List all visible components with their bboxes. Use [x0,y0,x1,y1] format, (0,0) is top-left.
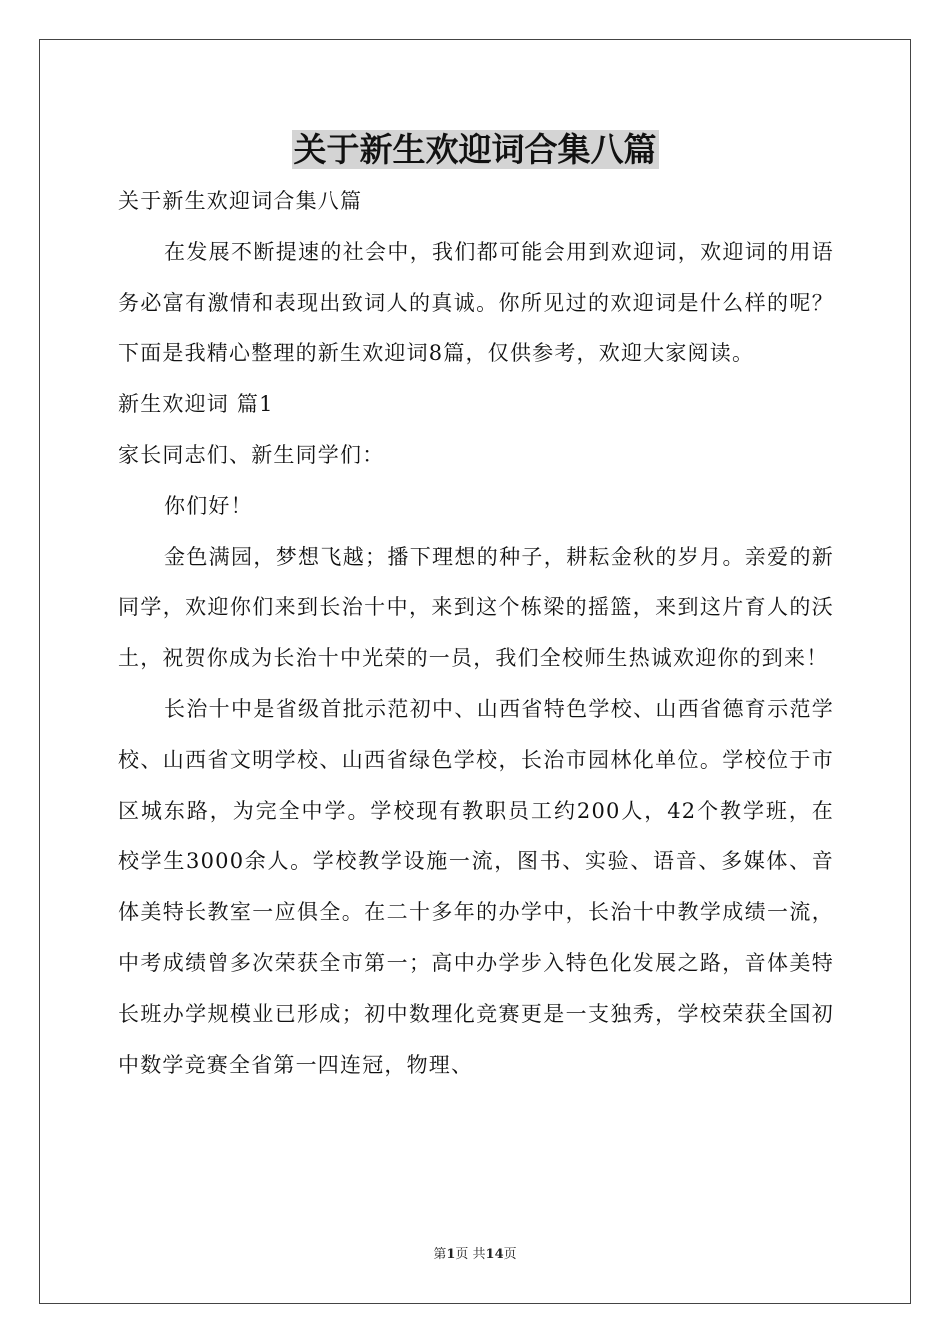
document-title [0,128,950,172]
footer-page-total: 14 [485,1247,504,1262]
document-body [118,176,834,1090]
paragraph-subtitle: 关于新生欢迎词合集八篇 [118,189,363,213]
paragraph-welcome: 金色满园，梦想飞越；播下理想的种子，耕耘金秋的岁月。亲爱的新同学，欢迎你们来到长治十中，来到这个栋梁的摇篮，来到这片育人的沃土，祝贺你成为长治十中光荣的一员，我们全校师生热诚欢迎你的到来！ [118,544,834,671]
paragraph-greeting: 你们好！ [164,493,253,518]
paragraph-intro: 在发展不断提速的社会中，我们都可能会用到欢迎词，欢迎词的用语务必富有激情和表现出致词人的真诚。你所见过的欢迎词是什么样的呢？下面是我精心整理的新生欢迎词8篇，仅供参考，欢迎大家阅读。 [118,239,834,366]
page-footer [0,1246,950,1264]
footer-prefix: 第 [433,1247,447,1262]
footer-suffix: 页 [503,1247,517,1262]
paragraph-school-intro: 长治十中是省级首批示范初中、山西省特色学校、山西省德育示范学校、山西省文明学校、山西省绿色学校，长治市园林化单位。学校位于市区城东路，为完全中学。学校现有教职员工约200人，42个教学班，在校学生3000余人。学校教学设施一流，图书、实验、语音、多媒体、音体美特长教室一应俱全。在二十多年的办学中，长治十中教学成绩一流，中考成绩曾多次荣获全市第一；高中办学步入特色化发展之路，音体美特长班办学规模业已形成；初中数理化竞赛更是一支独秀，学校荣获全国初中数学竞赛全省第一四连冠，物理、 [118,696,834,1077]
document-title-text: 关于新生欢迎词合集八篇 [293,130,657,169]
footer-mid: 页 共 [455,1247,486,1262]
footer-page-current: 1 [446,1247,456,1262]
section-heading: 新生欢迎词 篇1 [118,392,274,417]
paragraph-salutation: 家长同志们、新生同学们： [118,442,385,467]
